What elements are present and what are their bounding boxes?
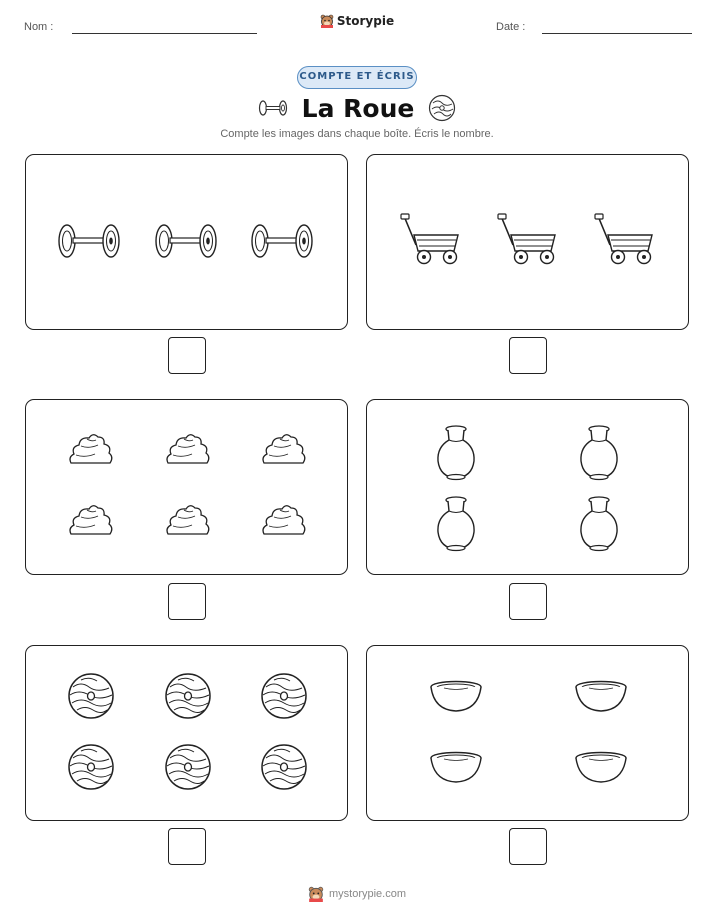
category-badge: COMPTE ET ÉCRIS [297,66,417,89]
axle-icon [153,223,219,259]
counting-panel-2 [366,154,689,330]
vase-icon [578,425,620,481]
counting-panel-1 [25,154,348,330]
brand-name: Storypie [336,14,395,28]
counting-panel-4 [366,399,689,575]
wagon-icon [400,213,462,269]
title-row [0,92,714,124]
vase-icon [578,496,620,552]
answer-box-5[interactable] [168,828,206,865]
answer-box-2[interactable] [509,337,547,374]
wooden-wheel-icon [164,672,212,720]
wagon-icon [497,213,559,269]
answer-box-6[interactable] [509,828,547,865]
page-title: La Roue [301,93,415,123]
answer-box-1[interactable] [168,337,206,374]
vase-icon [435,425,477,481]
name-label: Nom : [24,21,54,33]
counting-panel-5 [25,645,348,821]
wooden-wheel-icon [428,94,456,122]
bowl-icon [574,680,628,714]
wooden-wheel-icon [67,743,115,791]
counting-panel-6 [366,645,689,821]
wooden-wheel-icon [164,743,212,791]
bowl-icon [574,751,628,785]
counting-panel-3 [25,399,348,575]
bear-icon [308,886,324,902]
axle-icon [249,223,315,259]
date-field[interactable] [542,33,692,34]
cream-icon [260,502,308,540]
wooden-wheel-icon [67,672,115,720]
wooden-wheel-icon [260,672,308,720]
axle-icon [258,99,288,117]
brand-logo [0,14,714,33]
bowl-icon [429,751,483,785]
answer-box-3[interactable] [168,583,206,620]
cream-icon [260,431,308,469]
cream-icon [164,502,212,540]
bowl-icon [429,680,483,714]
wooden-wheel-icon [260,743,308,791]
vase-icon [435,496,477,552]
wagon-icon [594,213,656,269]
cream-icon [164,431,212,469]
axle-icon [56,223,122,259]
cream-icon [67,502,115,540]
cream-icon [67,431,115,469]
name-field[interactable] [72,33,257,34]
footer [0,886,714,905]
answer-box-4[interactable] [509,583,547,620]
bear-icon [320,14,334,28]
date-label: Date : [496,21,526,33]
instructions: Compte les images dans chaque boîte. Écris le nombre. [220,128,494,140]
footer-link[interactable]: mystorypie.com [328,888,407,900]
